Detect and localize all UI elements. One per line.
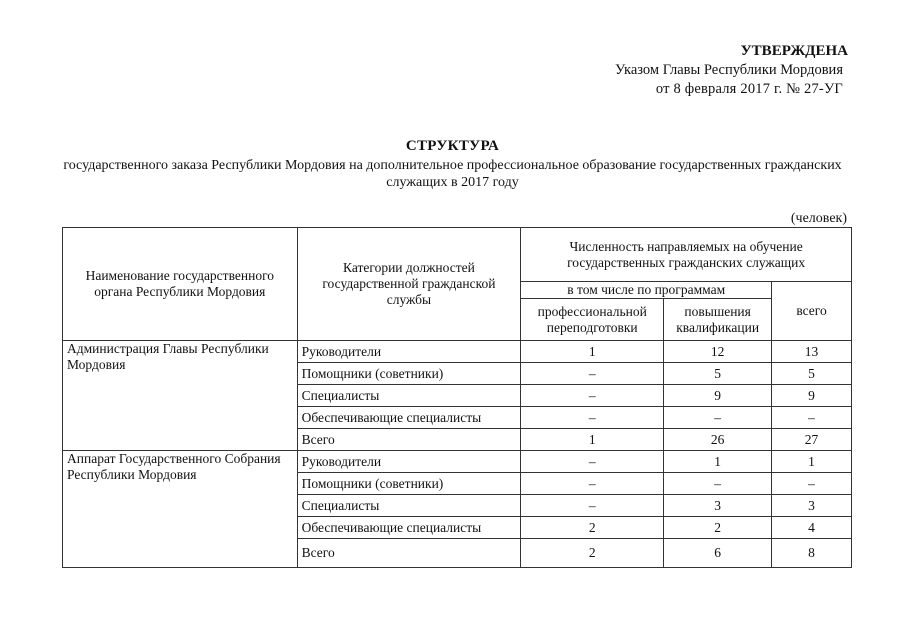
header-retraining: профессиональной переподготовки: [521, 299, 664, 341]
total-cell: 4: [772, 517, 852, 539]
qualification-cell: –: [664, 473, 772, 495]
table-row: [63, 341, 852, 363]
retraining-cell: –: [521, 407, 664, 429]
header-qualification: повышения квалификации: [664, 299, 772, 341]
retraining-cell: –: [521, 451, 664, 473]
total-cell: 13: [772, 341, 852, 363]
qualification-cell: 26: [664, 429, 772, 451]
document-title: СТРУКТУРА: [405, 138, 500, 154]
total-cell: 27: [772, 429, 852, 451]
total-cell: 3: [772, 495, 852, 517]
category-cell: Обеспечивающие специалисты: [297, 407, 521, 429]
category-cell: Специалисты: [297, 385, 521, 407]
org-name-cell: Аппарат Государственного Собрания Республики Мордовия: [63, 451, 298, 568]
retraining-cell: 2: [521, 539, 664, 568]
qualification-cell: 3: [664, 495, 772, 517]
qualification-cell: 12: [664, 341, 772, 363]
category-cell: Специалисты: [297, 495, 521, 517]
total-cell: 8: [772, 539, 852, 568]
retraining-cell: –: [521, 495, 664, 517]
retraining-cell: 1: [521, 341, 664, 363]
approval-date: от 8 февраля 2017 г. № 27-УГ: [655, 81, 843, 97]
retraining-cell: –: [521, 363, 664, 385]
category-cell: Руководители: [297, 341, 521, 363]
qualification-cell: 1: [664, 451, 772, 473]
total-cell: –: [772, 407, 852, 429]
header-count: Численность направляемых на обучение государственных гражданских служащих: [521, 228, 852, 282]
qualification-cell: 5: [664, 363, 772, 385]
structure-table: [62, 227, 852, 568]
category-cell: Обеспечивающие специалисты: [297, 517, 521, 539]
unit-label: (человек): [790, 211, 847, 226]
category-cell: Всего: [297, 429, 521, 451]
document-subtitle: государственного заказа Республики Мордовия на дополнительное профессиональное образование государственных гражданских служащих в 2017 году: [63, 158, 842, 190]
total-cell: 5: [772, 363, 852, 385]
header-total: всего: [772, 282, 852, 341]
retraining-cell: –: [521, 473, 664, 495]
qualification-cell: 2: [664, 517, 772, 539]
total-cell: –: [772, 473, 852, 495]
retraining-cell: 2: [521, 517, 664, 539]
total-cell: 9: [772, 385, 852, 407]
table-row: [63, 451, 852, 473]
approval-title: УТВЕРЖДЕНА: [740, 43, 848, 59]
category-cell: Всего: [297, 539, 521, 568]
retraining-cell: –: [521, 385, 664, 407]
qualification-cell: 6: [664, 539, 772, 568]
approval-decree: Указом Главы Республики Мордовия: [615, 62, 843, 78]
document-header: [0, 138, 905, 191]
qualification-cell: –: [664, 407, 772, 429]
approval-stamp: [615, 42, 848, 99]
category-cell: Помощники (советники): [297, 363, 521, 385]
header-org: Наименование государственного органа Республики Мордовия: [63, 228, 298, 341]
org-name-cell: Администрация Главы Республики Мордовия: [63, 341, 298, 451]
qualification-cell: 9: [664, 385, 772, 407]
header-category: Категории должностей государственной гражданской службы: [297, 228, 521, 341]
header-programs: в том числе по программам: [521, 282, 772, 299]
table-body: [63, 341, 852, 568]
retraining-cell: 1: [521, 429, 664, 451]
total-cell: 1: [772, 451, 852, 473]
category-cell: Помощники (советники): [297, 473, 521, 495]
category-cell: Руководители: [297, 451, 521, 473]
